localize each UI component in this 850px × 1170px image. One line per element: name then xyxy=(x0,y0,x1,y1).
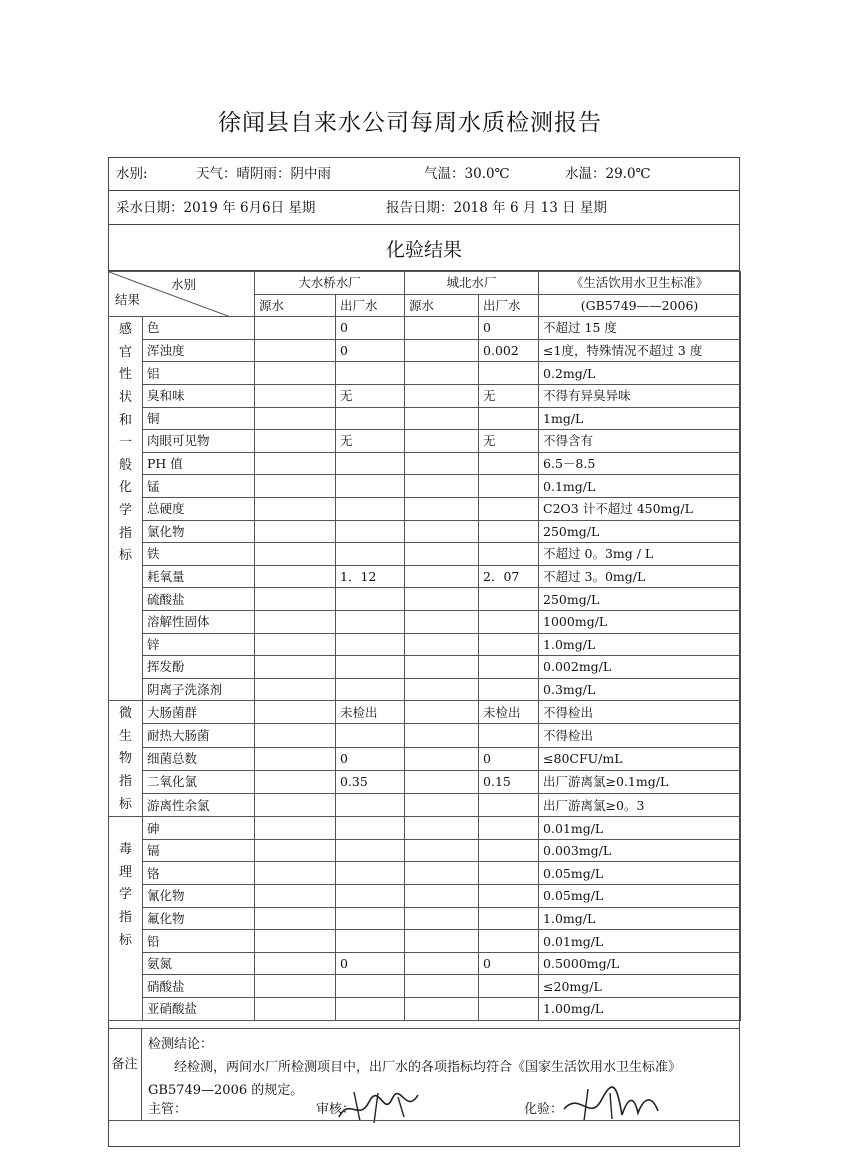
standard-value: ≤80CFU/mL xyxy=(539,747,741,770)
plant2-source-value xyxy=(405,975,479,998)
plant1-source-value xyxy=(255,817,336,840)
plant1-source-value xyxy=(255,975,336,998)
standard-value: 1.00mg/L xyxy=(539,998,741,1021)
plant1-outlet-value xyxy=(336,520,405,543)
plant1-source-value xyxy=(255,475,336,498)
plant1-outlet-value xyxy=(336,588,405,611)
standard-value: 1.0mg/L xyxy=(539,633,741,656)
table-row xyxy=(109,362,741,385)
item-name: 镉 xyxy=(143,839,255,862)
plant1-source-value xyxy=(255,930,336,953)
table-row xyxy=(109,998,741,1021)
item-name: 锌 xyxy=(143,633,255,656)
plant1-outlet-value xyxy=(336,975,405,998)
plant1-outlet-value xyxy=(336,362,405,385)
diagonal-header-cell xyxy=(109,272,255,317)
standard-value: 0.05mg/L xyxy=(539,862,741,885)
plant2-outlet-value xyxy=(479,497,539,520)
standard-value: 0.01mg/L xyxy=(539,817,741,840)
item-name: 铬 xyxy=(143,862,255,885)
item-name: 氨氮 xyxy=(143,952,255,975)
plant1-source-value xyxy=(255,407,336,430)
plant2-outlet-value xyxy=(479,885,539,908)
table-row xyxy=(109,794,741,817)
plant1-source-value xyxy=(255,430,336,453)
group-label-char: 学 xyxy=(118,502,132,518)
item-name: 铁 xyxy=(143,543,255,566)
plant2-outlet-value xyxy=(479,588,539,611)
item-name: 总硬度 xyxy=(143,497,255,520)
plant1-outlet-value xyxy=(336,656,405,679)
group-label-char: 指 xyxy=(118,774,132,790)
conclusion-text: 经检测，两间水厂所检测项目中，出厂水的各项指标均符合《国家生活饮用水卫生标准》GB5749—2006 的规定。 xyxy=(148,1060,682,1098)
table-row xyxy=(109,862,741,885)
plant2-outlet-value: 无 xyxy=(479,384,539,407)
plant2-outlet-value xyxy=(479,543,539,566)
plant1-source-value xyxy=(255,770,336,793)
conclusion-label: 检测结论： xyxy=(148,1037,214,1052)
group-label-char: 和 xyxy=(118,412,132,428)
plant2-outlet-value xyxy=(479,975,539,998)
table-row xyxy=(109,452,741,475)
group-label-char: 般 xyxy=(118,457,132,473)
plant1-source-value xyxy=(255,998,336,1021)
plant2-outlet-value xyxy=(479,930,539,953)
table-row xyxy=(109,565,741,588)
plant1-source-value xyxy=(255,839,336,862)
plant1-outlet-value xyxy=(336,839,405,862)
plant2-outlet-value xyxy=(479,520,539,543)
plant2-outlet-value xyxy=(479,907,539,930)
plant1-source-value xyxy=(255,794,336,817)
plant1-outlet-value xyxy=(336,497,405,520)
item-name: 二氧化氯 xyxy=(143,770,255,793)
group-label-char: 微 xyxy=(118,706,132,722)
plant2-source-value xyxy=(405,930,479,953)
plant1-outlet-value xyxy=(336,930,405,953)
sample-date: 采水日期：2019 年 6月6日 星期 xyxy=(116,200,316,216)
plant1-source-value xyxy=(255,317,336,340)
plant2-source-header: 源水 xyxy=(405,294,479,317)
plant2-source-value xyxy=(405,497,479,520)
info-row-dates xyxy=(108,191,740,225)
plant1-source-value xyxy=(255,907,336,930)
group-label-char: 标 xyxy=(118,796,132,812)
plant2-outlet-value xyxy=(479,839,539,862)
table-row xyxy=(109,317,741,340)
plant2-outlet-value xyxy=(479,452,539,475)
plant2-outlet-value xyxy=(479,610,539,633)
plant1-outlet-value: 未检出 xyxy=(336,701,405,724)
group-label-char: 标 xyxy=(118,548,132,564)
report-date: 报告日期：2018 年 6 月 13 日 星期 xyxy=(386,200,607,216)
plant2-source-value xyxy=(405,317,479,340)
group-label-char: 毒 xyxy=(118,842,132,858)
item-name: 溶解性固体 xyxy=(143,610,255,633)
table-row xyxy=(109,407,741,430)
group-label-char: 学 xyxy=(118,887,132,903)
plant1-source-value xyxy=(255,862,336,885)
group-label-char: 指 xyxy=(118,910,132,926)
diag-top-label: 水别 xyxy=(170,277,196,292)
item-name: 氰化物 xyxy=(143,885,255,908)
plant2-source-value xyxy=(405,633,479,656)
standard-value: C2O3 计不超过 450mg/L xyxy=(539,497,741,520)
plant1-outlet-value xyxy=(336,817,405,840)
plant2-source-value xyxy=(405,475,479,498)
plant2-source-value xyxy=(405,588,479,611)
plant2-source-value xyxy=(405,724,479,747)
chemist-label: 化验： xyxy=(524,1102,564,1117)
plant1-source-value xyxy=(255,339,336,362)
plant2-source-value xyxy=(405,362,479,385)
plant2-source-value xyxy=(405,384,479,407)
standard-value: 不得检出 xyxy=(539,701,741,724)
plant1-outlet-value xyxy=(336,794,405,817)
standard-value: 0.2mg/L xyxy=(539,362,741,385)
standard-value: 不超过 0。3mg / L xyxy=(539,543,741,566)
item-name: 亚硝酸盐 xyxy=(143,998,255,1021)
report-title: 徐闻县自来水公司每周水质检测报告 xyxy=(218,110,602,136)
table-row xyxy=(109,520,741,543)
group-label-char: 指 xyxy=(118,525,132,541)
standard-value: 250mg/L xyxy=(539,520,741,543)
item-name: 色 xyxy=(143,317,255,340)
standard-value: 不得检出 xyxy=(539,724,741,747)
plant2-outlet-value xyxy=(479,407,539,430)
plant2-source-value xyxy=(405,678,479,701)
bottom-blank-row xyxy=(108,1120,740,1147)
plant1-outlet-value xyxy=(336,885,405,908)
item-name: 铝 xyxy=(143,362,255,385)
results-table xyxy=(108,271,741,1021)
plant1-outlet-value: 0 xyxy=(336,747,405,770)
plant1-header: 大水桥水厂 xyxy=(255,272,405,295)
table-row xyxy=(109,975,741,998)
item-name: 氯化物 xyxy=(143,520,255,543)
table-row xyxy=(109,384,741,407)
plant2-source-value xyxy=(405,452,479,475)
standard-value: 出厂游离氯≥0。3 xyxy=(539,794,741,817)
plant2-source-value xyxy=(405,907,479,930)
supervisor-label: 主管： xyxy=(148,1102,188,1117)
standard-value: 0.003mg/L xyxy=(539,839,741,862)
table-row xyxy=(109,817,741,840)
plant2-source-value xyxy=(405,952,479,975)
info-row-weather xyxy=(108,157,740,191)
table-row xyxy=(109,701,741,724)
air-temp: 气温：30.0℃ xyxy=(424,166,510,182)
standard-value: 出厂游离氯≥0.1mg/L xyxy=(539,770,741,793)
item-name: 硝酸盐 xyxy=(143,975,255,998)
plant2-outlet-value: 0.15 xyxy=(479,770,539,793)
table-row xyxy=(109,588,741,611)
plant2-source-value xyxy=(405,430,479,453)
group-label xyxy=(109,701,143,817)
standard-value: ≤1度，特殊情况不超过 3 度 xyxy=(539,339,741,362)
item-name: 铜 xyxy=(143,407,255,430)
water-type-label: 水别: xyxy=(116,166,148,182)
item-name: PH 值 xyxy=(143,452,255,475)
standard-value: 1mg/L xyxy=(539,407,741,430)
plant2-outlet-value xyxy=(479,998,539,1021)
plant1-source-value xyxy=(255,885,336,908)
plant2-source-value xyxy=(405,565,479,588)
group-label xyxy=(109,317,143,701)
plant2-source-value xyxy=(405,407,479,430)
item-name: 氟化物 xyxy=(143,907,255,930)
group-label-char: 感 xyxy=(118,322,132,338)
standard-value: 不得含有 xyxy=(539,430,741,453)
table-row xyxy=(109,633,741,656)
plant1-outlet-value xyxy=(336,452,405,475)
plant2-outlet-value xyxy=(479,656,539,679)
plant2-outlet-value: 0 xyxy=(479,952,539,975)
plant2-source-value xyxy=(405,543,479,566)
table-row xyxy=(109,885,741,908)
plant1-source-value xyxy=(255,952,336,975)
group-label-char: 理 xyxy=(118,864,132,880)
plant2-outlet-value xyxy=(479,362,539,385)
plant2-outlet-value: 0 xyxy=(479,317,539,340)
item-name: 阴离子洗涤剂 xyxy=(143,678,255,701)
plant1-source-value xyxy=(255,543,336,566)
plant2-source-value xyxy=(405,839,479,862)
plant1-outlet-value xyxy=(336,678,405,701)
plant1-outlet-value: 0 xyxy=(336,317,405,340)
table-row xyxy=(109,497,741,520)
header-row-1 xyxy=(109,272,741,295)
group-label-char: 化 xyxy=(118,480,132,496)
plant1-outlet-value xyxy=(336,998,405,1021)
plant2-source-value xyxy=(405,747,479,770)
table-row xyxy=(109,747,741,770)
item-name: 浑浊度 xyxy=(143,339,255,362)
standard-value: ≤20mg/L xyxy=(539,975,741,998)
plant1-source-value xyxy=(255,610,336,633)
plant1-outlet-value: 无 xyxy=(336,384,405,407)
plant1-source-header: 源水 xyxy=(255,294,336,317)
plant1-source-value xyxy=(255,565,336,588)
plant2-source-value xyxy=(405,817,479,840)
standard-value: 0.002mg/L xyxy=(539,656,741,679)
plant1-outlet-value xyxy=(336,907,405,930)
plant1-source-value xyxy=(255,633,336,656)
standard-header-2: (GB5749——2006) xyxy=(539,294,741,317)
table-row xyxy=(109,610,741,633)
water-temp: 水温：29.0℃ xyxy=(565,166,651,182)
group-label-char: 标 xyxy=(118,932,132,948)
standard-value: 0.1mg/L xyxy=(539,475,741,498)
group-label-char: 性 xyxy=(118,367,132,383)
chemist-signature xyxy=(560,1085,670,1125)
standard-value: 0.01mg/L xyxy=(539,930,741,953)
standard-value: 1000mg/L xyxy=(539,610,741,633)
plant1-outlet-value xyxy=(336,724,405,747)
item-name: 铅 xyxy=(143,930,255,953)
group-label-char: 物 xyxy=(118,751,132,767)
diag-bottom-label: 结果 xyxy=(115,292,141,308)
item-name: 耐热大肠菌 xyxy=(143,724,255,747)
plant1-outlet-value: 无 xyxy=(336,430,405,453)
plant2-outlet-value: 0.002 xyxy=(479,339,539,362)
standard-value: 1.0mg/L xyxy=(539,907,741,930)
plant2-outlet-value xyxy=(479,817,539,840)
group-label-char: 生 xyxy=(118,728,132,744)
remarks-section xyxy=(108,1028,740,1120)
item-name: 砷 xyxy=(143,817,255,840)
standard-header-1: 《生活饮用水卫生标准》 xyxy=(539,272,741,295)
standard-value: 0.3mg/L xyxy=(539,678,741,701)
plant1-source-value xyxy=(255,588,336,611)
plant2-source-value xyxy=(405,656,479,679)
plant1-source-value xyxy=(255,724,336,747)
plant1-outlet-value xyxy=(336,862,405,885)
plant2-outlet-value xyxy=(479,475,539,498)
plant2-outlet-value xyxy=(479,862,539,885)
plant1-outlet-value xyxy=(336,610,405,633)
plant2-outlet-value: 无 xyxy=(479,430,539,453)
item-name: 游离性余氯 xyxy=(143,794,255,817)
table-row xyxy=(109,656,741,679)
plant2-source-value xyxy=(405,520,479,543)
plant2-source-value xyxy=(405,998,479,1021)
table-row xyxy=(109,339,741,362)
plant1-source-value xyxy=(255,362,336,385)
standard-value: 250mg/L xyxy=(539,588,741,611)
item-name: 肉眼可见物 xyxy=(143,430,255,453)
group-label-char: 一 xyxy=(118,435,132,451)
item-name: 硫酸盐 xyxy=(143,588,255,611)
table-row xyxy=(109,839,741,862)
item-name: 大肠菌群 xyxy=(143,701,255,724)
plant2-outlet-value xyxy=(479,794,539,817)
plant2-outlet-value xyxy=(479,633,539,656)
group-label xyxy=(109,817,143,1020)
plant2-outlet-header: 出厂水 xyxy=(479,294,539,317)
plant2-outlet-value: 未检出 xyxy=(479,701,539,724)
plant2-source-value xyxy=(405,770,479,793)
standard-value: 不得有异臭异味 xyxy=(539,384,741,407)
group-label-char: 状 xyxy=(118,389,132,405)
plant1-source-value xyxy=(255,452,336,475)
table-row xyxy=(109,930,741,953)
item-name: 挥发酚 xyxy=(143,656,255,679)
table-row xyxy=(109,952,741,975)
table-row xyxy=(109,907,741,930)
plant2-source-value xyxy=(405,794,479,817)
item-name: 耗氧量 xyxy=(143,565,255,588)
plant1-outlet-value xyxy=(336,633,405,656)
item-name: 锰 xyxy=(143,475,255,498)
plant2-source-value xyxy=(405,701,479,724)
group-label-char: 官 xyxy=(118,344,132,360)
table-row xyxy=(109,770,741,793)
standard-value: 0.05mg/L xyxy=(539,885,741,908)
standard-value: 不超过 15 度 xyxy=(539,317,741,340)
plant1-source-value xyxy=(255,384,336,407)
plant2-outlet-value xyxy=(479,678,539,701)
plant1-outlet-value: 0 xyxy=(336,952,405,975)
table-row xyxy=(109,678,741,701)
plant1-outlet-value xyxy=(336,407,405,430)
plant1-outlet-value: 0.35 xyxy=(336,770,405,793)
plant2-source-value xyxy=(405,339,479,362)
standard-value: 6.5－8.5 xyxy=(539,452,741,475)
table-row xyxy=(109,543,741,566)
weather-text: 天气：晴阴雨：阴中雨 xyxy=(196,166,331,182)
standard-value: 0.5000mg/L xyxy=(539,952,741,975)
table-row xyxy=(109,475,741,498)
plant1-outlet-header: 出厂水 xyxy=(336,294,405,317)
plant1-source-value xyxy=(255,678,336,701)
plant2-header: 城北水厂 xyxy=(405,272,539,295)
plant1-outlet-value xyxy=(336,543,405,566)
standard-value: 不超过 3。0mg/L xyxy=(539,565,741,588)
plant1-outlet-value: 1．12 xyxy=(336,565,405,588)
item-name: 细菌总数 xyxy=(143,747,255,770)
plant1-outlet-value: 0 xyxy=(336,339,405,362)
plant2-outlet-value: 2．07 xyxy=(479,565,539,588)
plant2-source-value xyxy=(405,885,479,908)
plant2-source-value xyxy=(405,610,479,633)
plant1-outlet-value xyxy=(336,475,405,498)
plant1-source-value xyxy=(255,497,336,520)
remarks-label-text: 备注 xyxy=(111,1057,138,1072)
item-name: 臭和味 xyxy=(143,384,255,407)
plant2-source-value xyxy=(405,862,479,885)
plant2-outlet-value: 0 xyxy=(479,747,539,770)
remarks-label xyxy=(108,1029,142,1121)
plant1-source-value xyxy=(255,747,336,770)
plant1-source-value xyxy=(255,656,336,679)
table-row xyxy=(109,430,741,453)
section-title: 化验结果 xyxy=(108,229,740,271)
reviewer-label: 审核： xyxy=(316,1102,356,1117)
plant1-source-value xyxy=(255,520,336,543)
table-row xyxy=(109,724,741,747)
plant1-source-value xyxy=(255,701,336,724)
plant2-outlet-value xyxy=(479,724,539,747)
